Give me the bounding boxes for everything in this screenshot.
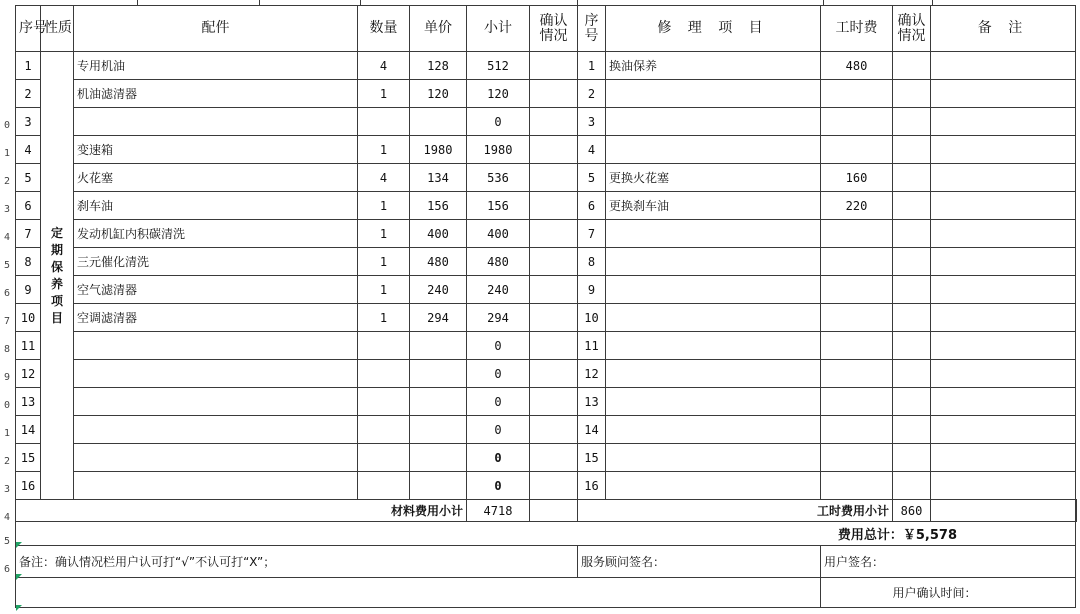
confirm-cell[interactable] bbox=[530, 80, 578, 108]
seq2-cell[interactable]: 13 bbox=[578, 388, 606, 416]
seq2-cell[interactable]: 5 bbox=[578, 164, 606, 192]
seq2-cell[interactable]: 7 bbox=[578, 220, 606, 248]
header-subtotal: 小计 bbox=[467, 6, 530, 52]
header-nature: 性质 bbox=[41, 6, 74, 52]
price-cell[interactable]: 400 bbox=[410, 220, 467, 248]
row-number-gutter bbox=[0, 0, 14, 614]
qty-cell[interactable] bbox=[358, 472, 410, 500]
remark-cell[interactable] bbox=[931, 192, 1076, 220]
seq-cell[interactable]: 16 bbox=[16, 472, 41, 500]
price-cell[interactable]: 156 bbox=[410, 192, 467, 220]
confirm-cell[interactable] bbox=[530, 192, 578, 220]
subtotal-cell[interactable]: 0 bbox=[467, 108, 530, 136]
header-price: 单价 bbox=[410, 6, 467, 52]
seq-cell[interactable]: 5 bbox=[16, 164, 41, 192]
price-cell[interactable] bbox=[410, 332, 467, 360]
header-seq: 序号 bbox=[16, 6, 41, 52]
confirm2-cell[interactable] bbox=[893, 52, 931, 80]
subtotal-cell[interactable]: 1980 bbox=[467, 136, 530, 164]
table-row bbox=[16, 164, 1077, 192]
confirm2-cell[interactable] bbox=[893, 276, 931, 304]
repair-item-cell[interactable] bbox=[606, 416, 821, 444]
qty-cell[interactable]: 1 bbox=[358, 248, 410, 276]
seq2-cell[interactable]: 4 bbox=[578, 136, 606, 164]
price-cell[interactable] bbox=[410, 108, 467, 136]
material-subtotal-label[interactable]: 材料费用小计 bbox=[16, 500, 467, 522]
header-labor: 工时费 bbox=[821, 6, 893, 52]
confirm-cell[interactable] bbox=[530, 52, 578, 80]
seq-cell[interactable]: 12 bbox=[16, 360, 41, 388]
qty-cell[interactable] bbox=[358, 416, 410, 444]
comment-indicator-icon bbox=[16, 605, 22, 611]
header-row bbox=[16, 6, 1077, 52]
repair-item-cell[interactable] bbox=[606, 276, 821, 304]
row-number[interactable]: 0 bbox=[3, 120, 10, 131]
category-cell[interactable] bbox=[41, 52, 74, 500]
remark-cell[interactable] bbox=[931, 388, 1076, 416]
price-cell[interactable]: 134 bbox=[410, 164, 467, 192]
subtotal-cell[interactable]: 240 bbox=[467, 276, 530, 304]
repair-item-cell[interactable] bbox=[606, 332, 821, 360]
remark-cell[interactable] bbox=[931, 80, 1076, 108]
row-number[interactable]: 6 bbox=[3, 288, 10, 299]
part-name-cell[interactable]: 火花塞 bbox=[74, 164, 358, 192]
confirm2-cell[interactable] bbox=[893, 220, 931, 248]
material-subtotal-value[interactable]: 4718 bbox=[467, 500, 530, 522]
user-sign-cell[interactable]: 用户签名： bbox=[821, 546, 1076, 578]
seq2-cell[interactable]: 12 bbox=[578, 360, 606, 388]
table-row bbox=[16, 416, 1077, 444]
labor-fee-cell[interactable] bbox=[821, 136, 893, 164]
qty-cell[interactable]: 1 bbox=[358, 192, 410, 220]
subtotal-cell[interactable]: 120 bbox=[467, 80, 530, 108]
table-row bbox=[16, 192, 1077, 220]
qty-cell[interactable]: 1 bbox=[358, 136, 410, 164]
remark-cell[interactable] bbox=[931, 52, 1076, 80]
seq-cell[interactable]: 8 bbox=[16, 248, 41, 276]
part-name-cell[interactable] bbox=[74, 388, 358, 416]
grand-total-row bbox=[16, 522, 1077, 546]
confirm-time-row bbox=[16, 578, 1077, 608]
row-number[interactable]: 6 bbox=[3, 564, 10, 575]
repair-item-cell[interactable]: 换油保养 bbox=[606, 52, 821, 80]
price-cell[interactable] bbox=[410, 444, 467, 472]
seq2-cell[interactable]: 3 bbox=[578, 108, 606, 136]
confirm-cell[interactable] bbox=[530, 164, 578, 192]
remark-cell[interactable] bbox=[931, 472, 1076, 500]
row-number[interactable]: 3 bbox=[3, 204, 10, 215]
subtotal-cell[interactable]: 512 bbox=[467, 52, 530, 80]
header-seq2: 序号 bbox=[578, 6, 606, 52]
header-remark: 备 注 bbox=[931, 6, 1076, 52]
confirm-cell[interactable] bbox=[530, 136, 578, 164]
confirm-cell[interactable] bbox=[530, 276, 578, 304]
seq2-cell[interactable]: 14 bbox=[578, 416, 606, 444]
price-cell[interactable] bbox=[410, 472, 467, 500]
qty-cell[interactable] bbox=[358, 388, 410, 416]
part-name-cell[interactable]: 刹车油 bbox=[74, 192, 358, 220]
confirm2-cell[interactable] bbox=[893, 360, 931, 388]
confirm-cell[interactable] bbox=[530, 360, 578, 388]
category-char: 养 bbox=[50, 276, 63, 291]
table-row bbox=[16, 52, 1077, 80]
subtotal-cell[interactable]: 400 bbox=[467, 220, 530, 248]
row-number[interactable]: 4 bbox=[3, 512, 10, 523]
seq-cell[interactable]: 14 bbox=[16, 416, 41, 444]
row-number[interactable]: 5 bbox=[3, 260, 10, 271]
seq-cell[interactable]: 2 bbox=[16, 80, 41, 108]
confirm-cell[interactable] bbox=[530, 500, 578, 522]
confirm2-cell[interactable] bbox=[893, 80, 931, 108]
part-name-cell[interactable]: 变速箱 bbox=[74, 136, 358, 164]
labor-fee-cell[interactable] bbox=[821, 416, 893, 444]
table-row bbox=[16, 136, 1077, 164]
qty-cell[interactable]: 1 bbox=[358, 276, 410, 304]
header-qty: 数量 bbox=[358, 6, 410, 52]
qty-cell[interactable] bbox=[358, 108, 410, 136]
remark-cell[interactable] bbox=[931, 444, 1076, 472]
confirm2-cell[interactable] bbox=[893, 444, 931, 472]
qty-cell[interactable] bbox=[358, 332, 410, 360]
seq2-cell[interactable]: 15 bbox=[578, 444, 606, 472]
blank-cell[interactable] bbox=[16, 578, 821, 608]
remark-cell[interactable] bbox=[931, 304, 1076, 332]
comment-indicator-icon bbox=[16, 574, 22, 580]
confirm2-cell[interactable] bbox=[893, 416, 931, 444]
labor-fee-cell[interactable] bbox=[821, 248, 893, 276]
labor-subtotal-value[interactable]: 860 bbox=[893, 500, 931, 522]
qty-cell[interactable]: 1 bbox=[358, 80, 410, 108]
seq-cell[interactable]: 10 bbox=[16, 304, 41, 332]
confirm-cell[interactable] bbox=[530, 472, 578, 500]
remark-cell[interactable] bbox=[1076, 500, 1077, 522]
subtotal-cell[interactable]: 0 bbox=[467, 388, 530, 416]
row-number[interactable]: 5 bbox=[3, 536, 10, 547]
confirm2-cell[interactable] bbox=[893, 108, 931, 136]
seq-cell[interactable]: 9 bbox=[16, 276, 41, 304]
confirm2-cell[interactable] bbox=[893, 388, 931, 416]
remark-cell[interactable] bbox=[931, 136, 1076, 164]
labor-fee-cell[interactable]: 220 bbox=[821, 192, 893, 220]
confirm-cell[interactable] bbox=[530, 444, 578, 472]
row-number[interactable]: 9 bbox=[3, 372, 10, 383]
price-cell[interactable]: 294 bbox=[410, 304, 467, 332]
qty-cell[interactable]: 1 bbox=[358, 304, 410, 332]
confirm2-cell[interactable] bbox=[893, 332, 931, 360]
row-number[interactable]: 0 bbox=[3, 400, 10, 411]
header-repair: 修 理 项 目 bbox=[606, 6, 821, 52]
qty-cell[interactable] bbox=[358, 360, 410, 388]
subtotal-cell[interactable]: 0 bbox=[467, 444, 530, 472]
seq-cell[interactable]: 4 bbox=[16, 136, 41, 164]
remark-cell[interactable] bbox=[931, 164, 1076, 192]
part-name-cell[interactable] bbox=[74, 332, 358, 360]
repair-item-cell[interactable] bbox=[606, 248, 821, 276]
part-name-cell[interactable] bbox=[74, 472, 358, 500]
grand-total-cell[interactable]: 费用总计：￥5,578 bbox=[16, 522, 1076, 546]
confirm-cell[interactable] bbox=[530, 332, 578, 360]
part-name-cell[interactable]: 发动机缸内积碳清洗 bbox=[74, 220, 358, 248]
confirm-cell[interactable] bbox=[530, 220, 578, 248]
qty-cell[interactable]: 4 bbox=[358, 164, 410, 192]
part-name-cell[interactable] bbox=[74, 108, 358, 136]
remark-cell[interactable] bbox=[931, 416, 1076, 444]
repair-item-cell[interactable] bbox=[606, 360, 821, 388]
subtotal-cell[interactable]: 0 bbox=[467, 472, 530, 500]
price-cell[interactable]: 128 bbox=[410, 52, 467, 80]
part-name-cell[interactable]: 机油滤清器 bbox=[74, 80, 358, 108]
table-row bbox=[16, 80, 1077, 108]
price-cell[interactable]: 240 bbox=[410, 276, 467, 304]
labor-fee-cell[interactable] bbox=[821, 304, 893, 332]
seq-cell[interactable]: 1 bbox=[16, 52, 41, 80]
labor-fee-cell[interactable] bbox=[821, 108, 893, 136]
seq2-cell[interactable]: 1 bbox=[578, 52, 606, 80]
notes-row bbox=[16, 546, 1077, 578]
part-name-cell[interactable] bbox=[74, 416, 358, 444]
repair-item-cell[interactable] bbox=[606, 80, 821, 108]
labor-fee-cell[interactable] bbox=[821, 220, 893, 248]
category-char: 目 bbox=[50, 310, 63, 325]
price-cell[interactable] bbox=[410, 388, 467, 416]
confirm2-cell[interactable] bbox=[931, 500, 1076, 522]
part-name-cell[interactable] bbox=[74, 360, 358, 388]
price-cell[interactable] bbox=[410, 360, 467, 388]
confirm-cell[interactable] bbox=[530, 416, 578, 444]
confirm-cell[interactable] bbox=[530, 388, 578, 416]
price-cell[interactable] bbox=[410, 416, 467, 444]
row-number[interactable]: 1 bbox=[3, 148, 10, 159]
table-row bbox=[16, 360, 1077, 388]
seq2-cell[interactable]: 10 bbox=[578, 304, 606, 332]
qty-cell[interactable]: 1 bbox=[358, 220, 410, 248]
seq2-cell[interactable]: 2 bbox=[578, 80, 606, 108]
repair-item-cell[interactable]: 更换火花塞 bbox=[606, 164, 821, 192]
subtotal-cell[interactable]: 294 bbox=[467, 304, 530, 332]
table-row bbox=[16, 332, 1077, 360]
table-row bbox=[16, 108, 1077, 136]
seq-cell[interactable]: 7 bbox=[16, 220, 41, 248]
price-cell[interactable]: 120 bbox=[410, 80, 467, 108]
confirm2-cell[interactable] bbox=[893, 192, 931, 220]
seq2-cell[interactable]: 16 bbox=[578, 472, 606, 500]
confirm2-cell[interactable] bbox=[893, 248, 931, 276]
advisor-sign-cell[interactable]: 服务顾问签名： bbox=[578, 546, 821, 578]
header-confirm2: 确认情况 bbox=[893, 6, 931, 52]
confirm2-cell[interactable] bbox=[893, 136, 931, 164]
table-row bbox=[16, 472, 1077, 500]
category-char: 期 bbox=[50, 242, 63, 257]
repair-item-cell[interactable] bbox=[606, 388, 821, 416]
category-char: 保 bbox=[50, 259, 63, 274]
labor-fee-cell[interactable]: 480 bbox=[821, 52, 893, 80]
labor-subtotal-label[interactable]: 工时费用小计 bbox=[578, 500, 893, 522]
row-number[interactable]: 2 bbox=[3, 456, 10, 467]
remark-cell[interactable] bbox=[931, 220, 1076, 248]
labor-fee-cell[interactable] bbox=[821, 80, 893, 108]
table-row bbox=[16, 220, 1077, 248]
repair-item-cell[interactable] bbox=[606, 136, 821, 164]
row-number[interactable]: 4 bbox=[3, 232, 10, 243]
seq-cell[interactable]: 3 bbox=[16, 108, 41, 136]
price-cell[interactable]: 480 bbox=[410, 248, 467, 276]
part-name-cell[interactable]: 空气滤清器 bbox=[74, 276, 358, 304]
header-confirm: 确认情况 bbox=[530, 6, 578, 52]
confirm2-cell[interactable] bbox=[893, 164, 931, 192]
repair-item-cell[interactable] bbox=[606, 304, 821, 332]
labor-fee-cell[interactable] bbox=[821, 360, 893, 388]
labor-fee-cell[interactable] bbox=[821, 388, 893, 416]
repair-item-cell[interactable] bbox=[606, 108, 821, 136]
labor-fee-cell[interactable]: 160 bbox=[821, 164, 893, 192]
qty-cell[interactable]: 4 bbox=[358, 52, 410, 80]
price-cell[interactable]: 1980 bbox=[410, 136, 467, 164]
row-number[interactable]: 7 bbox=[3, 316, 10, 327]
subtotal-cell[interactable]: 480 bbox=[467, 248, 530, 276]
labor-fee-cell[interactable] bbox=[821, 276, 893, 304]
subtotal-cell[interactable]: 0 bbox=[467, 360, 530, 388]
table-row bbox=[16, 248, 1077, 276]
subtotal-cell[interactable]: 156 bbox=[467, 192, 530, 220]
remark-cell[interactable] bbox=[931, 248, 1076, 276]
labor-fee-cell[interactable] bbox=[821, 444, 893, 472]
remark-cell[interactable] bbox=[931, 276, 1076, 304]
seq2-cell[interactable]: 8 bbox=[578, 248, 606, 276]
seq-cell[interactable]: 15 bbox=[16, 444, 41, 472]
seq2-cell[interactable]: 11 bbox=[578, 332, 606, 360]
note-cell[interactable]: 备注：确认情况栏用户认可打“√”不认可打“X”； bbox=[16, 546, 578, 578]
part-name-cell[interactable]: 专用机油 bbox=[74, 52, 358, 80]
confirm-cell[interactable] bbox=[530, 108, 578, 136]
confirm-time-cell[interactable]: 用户确认时间： bbox=[821, 578, 1076, 608]
table-row bbox=[16, 388, 1077, 416]
seq2-cell[interactable]: 9 bbox=[578, 276, 606, 304]
header-parts: 配件 bbox=[74, 6, 358, 52]
seq-cell[interactable]: 13 bbox=[16, 388, 41, 416]
subtotal-cell[interactable]: 0 bbox=[467, 416, 530, 444]
remark-cell[interactable] bbox=[931, 108, 1076, 136]
table-row bbox=[16, 444, 1077, 472]
confirm-cell[interactable] bbox=[530, 304, 578, 332]
part-name-cell[interactable] bbox=[74, 444, 358, 472]
row-number[interactable]: 8 bbox=[3, 344, 10, 355]
part-name-cell[interactable]: 空调滤清器 bbox=[74, 304, 358, 332]
seq-cell[interactable]: 6 bbox=[16, 192, 41, 220]
repair-item-cell[interactable]: 更换刹车油 bbox=[606, 192, 821, 220]
remark-cell[interactable] bbox=[931, 332, 1076, 360]
seq-cell[interactable]: 11 bbox=[16, 332, 41, 360]
row-number[interactable]: 3 bbox=[3, 484, 10, 495]
labor-fee-cell[interactable] bbox=[821, 332, 893, 360]
seq2-cell[interactable]: 6 bbox=[578, 192, 606, 220]
table-row bbox=[16, 304, 1077, 332]
confirm2-cell[interactable] bbox=[893, 304, 931, 332]
remark-cell[interactable] bbox=[931, 360, 1076, 388]
confirm-cell[interactable] bbox=[530, 248, 578, 276]
labor-fee-cell[interactable] bbox=[821, 472, 893, 500]
repair-order-sheet bbox=[15, 5, 1077, 608]
subtotal-cell[interactable]: 0 bbox=[467, 332, 530, 360]
repair-item-cell[interactable] bbox=[606, 472, 821, 500]
repair-item-cell[interactable] bbox=[606, 220, 821, 248]
qty-cell[interactable] bbox=[358, 444, 410, 472]
comment-indicator-icon bbox=[16, 542, 22, 548]
part-name-cell[interactable]: 三元催化清洗 bbox=[74, 248, 358, 276]
subtotal-row bbox=[16, 500, 1077, 522]
confirm2-cell[interactable] bbox=[893, 472, 931, 500]
repair-item-cell[interactable] bbox=[606, 444, 821, 472]
category-char: 定 bbox=[50, 225, 63, 240]
table-row bbox=[16, 276, 1077, 304]
category-char: 项 bbox=[50, 293, 63, 308]
row-number[interactable]: 2 bbox=[3, 176, 10, 187]
row-number[interactable]: 1 bbox=[3, 428, 10, 439]
subtotal-cell[interactable]: 536 bbox=[467, 164, 530, 192]
